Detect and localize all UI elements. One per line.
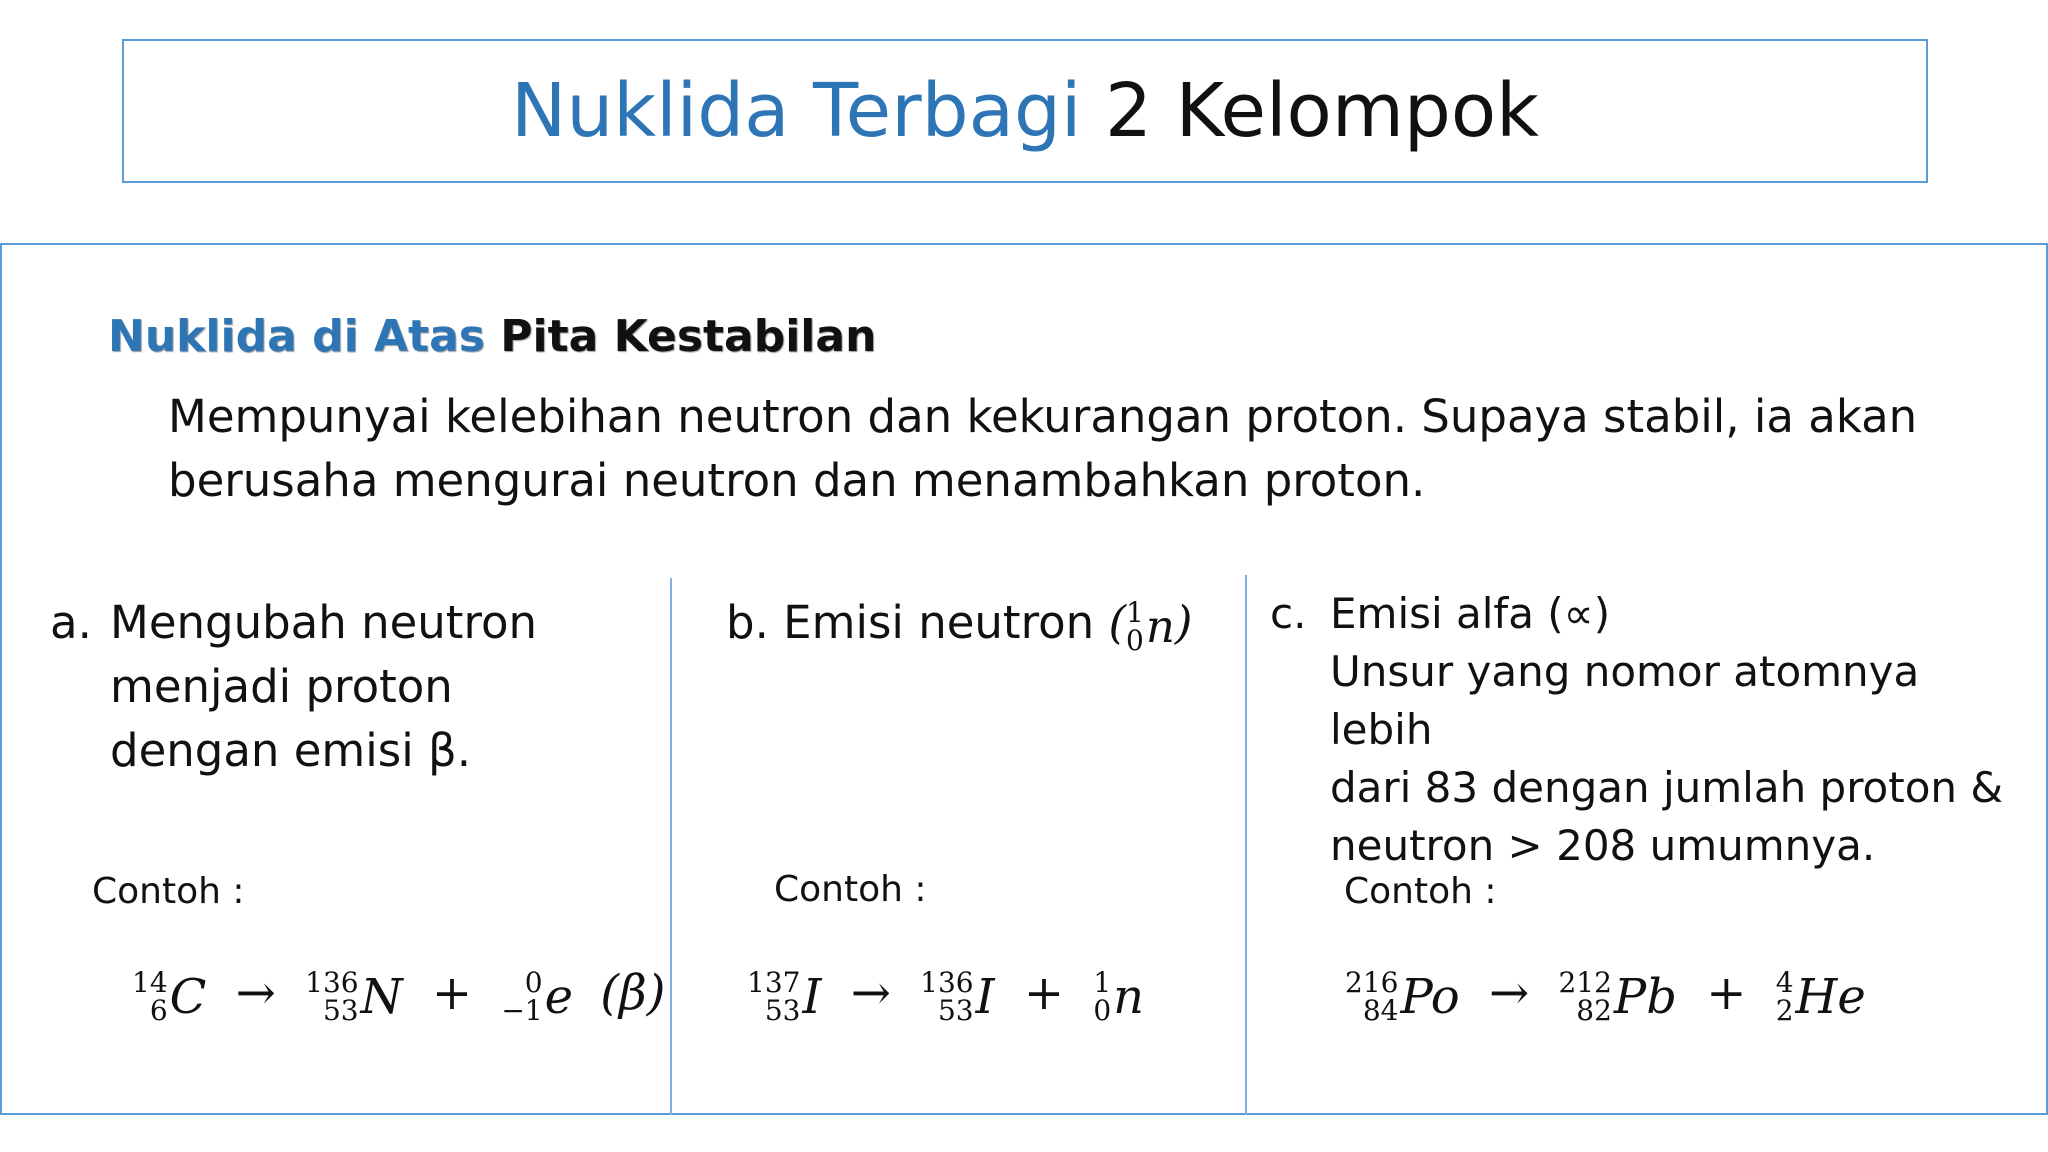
title-black-part: 2 Kelompok: [1105, 68, 1540, 154]
element-symbol: I: [802, 968, 822, 1025]
title-blue-part: Nuklida Terbagi: [510, 68, 1082, 154]
mass-number: 4: [1775, 965, 1794, 999]
mass-number: 216: [1345, 965, 1399, 999]
mass-number: 1: [1093, 965, 1112, 999]
equation-c: [1345, 965, 1866, 1025]
title-box: [122, 39, 1928, 183]
equation-b: [747, 965, 1144, 1025]
atomic-number: 53: [937, 993, 974, 1027]
element-symbol: N: [360, 968, 403, 1025]
mass-number: 136: [305, 965, 359, 999]
slide-title: [511, 68, 1539, 154]
column-c-line: neutron > 208 umumnya.: [1330, 821, 1876, 870]
arrow-symbol: →: [1488, 965, 1530, 1021]
atomic-number: 53: [764, 993, 801, 1027]
column-a-line: Mengubah neutron: [110, 596, 538, 649]
atomic-number: 53: [322, 993, 359, 1027]
column-c-line: Unsur yang nomor atomnya lebih: [1330, 647, 1920, 754]
column-b: [726, 591, 1192, 659]
section-heading: [108, 311, 876, 362]
nuclide: [747, 965, 822, 1027]
element-symbol: e: [544, 968, 574, 1025]
mass-number: 1: [1126, 595, 1144, 629]
nuclide: [501, 965, 574, 1027]
nuclide: [1093, 965, 1145, 1027]
plus-symbol: +: [1023, 965, 1065, 1021]
atomic-number: 82: [1576, 993, 1612, 1027]
element-symbol: C: [169, 968, 207, 1025]
column-a-line: menjadi proton: [110, 660, 453, 713]
nuclide: [1558, 965, 1677, 1027]
equation-a: [132, 965, 665, 1025]
column-c-text: [1330, 585, 2030, 875]
nuclide: [305, 965, 403, 1027]
mass-number: 0: [524, 965, 543, 999]
element-symbol: Pb: [1613, 968, 1677, 1025]
paren-close: ): [1174, 596, 1193, 649]
column-c-line: dari 83 dengan jumlah proton &: [1330, 763, 2004, 812]
nuclide: [920, 965, 995, 1027]
atomic-number: 0: [1093, 993, 1112, 1027]
column-a-line: dengan emisi β.: [110, 724, 472, 777]
column-divider-1: [670, 578, 672, 1115]
neutron-symbol: [1108, 595, 1193, 657]
list-marker-a: a.: [50, 596, 92, 649]
contoh-label-c: Contoh :: [1344, 871, 1497, 912]
paren-open: (: [1108, 596, 1127, 649]
heading-black-part: Pita Kestabilan: [500, 311, 877, 362]
element-symbol: I: [975, 968, 995, 1025]
mass-number: 212: [1558, 965, 1612, 999]
content-box: [0, 243, 2048, 1115]
contoh-label-a: Contoh :: [92, 871, 245, 912]
element-symbol: He: [1795, 968, 1866, 1025]
arrow-symbol: →: [235, 965, 276, 1021]
column-divider-2: [1245, 575, 1247, 1115]
atomic-number: 84: [1362, 993, 1399, 1027]
nuclide: [132, 965, 207, 1027]
mass-number: 14: [132, 965, 168, 999]
element-symbol: n: [1145, 599, 1175, 653]
atomic-number: 2: [1775, 993, 1794, 1027]
beta-label: (β): [600, 965, 666, 1021]
contoh-label-b: Contoh :: [774, 869, 927, 910]
intro-paragraph: Mempunyai kelebihan neutron dan kekurangan proton. Supaya stabil, ia akan berusaha mengurai neutron dan menambahkan proton.: [168, 390, 1918, 507]
element-symbol: n: [1113, 968, 1145, 1025]
plus-symbol: +: [431, 965, 473, 1021]
atomic-number: −1: [501, 993, 543, 1027]
arrow-symbol: →: [850, 965, 891, 1021]
element-symbol: Po: [1400, 968, 1460, 1025]
nuclide: [1345, 965, 1460, 1027]
heading-blue-part: Nuklida di Atas: [108, 311, 485, 362]
column-b-text: b. Emisi neutron: [726, 596, 1095, 649]
column-c-line: Emisi alfa (∝): [1330, 589, 1611, 638]
mass-number: 136: [920, 965, 974, 999]
column-a-text: [110, 591, 650, 783]
mass-number: 137: [747, 965, 801, 999]
list-marker-c: c.: [1270, 589, 1307, 638]
plus-symbol: +: [1706, 965, 1747, 1021]
atomic-number: 6: [149, 993, 168, 1027]
atomic-number: 0: [1126, 623, 1144, 657]
nuclide: [1775, 965, 1866, 1027]
